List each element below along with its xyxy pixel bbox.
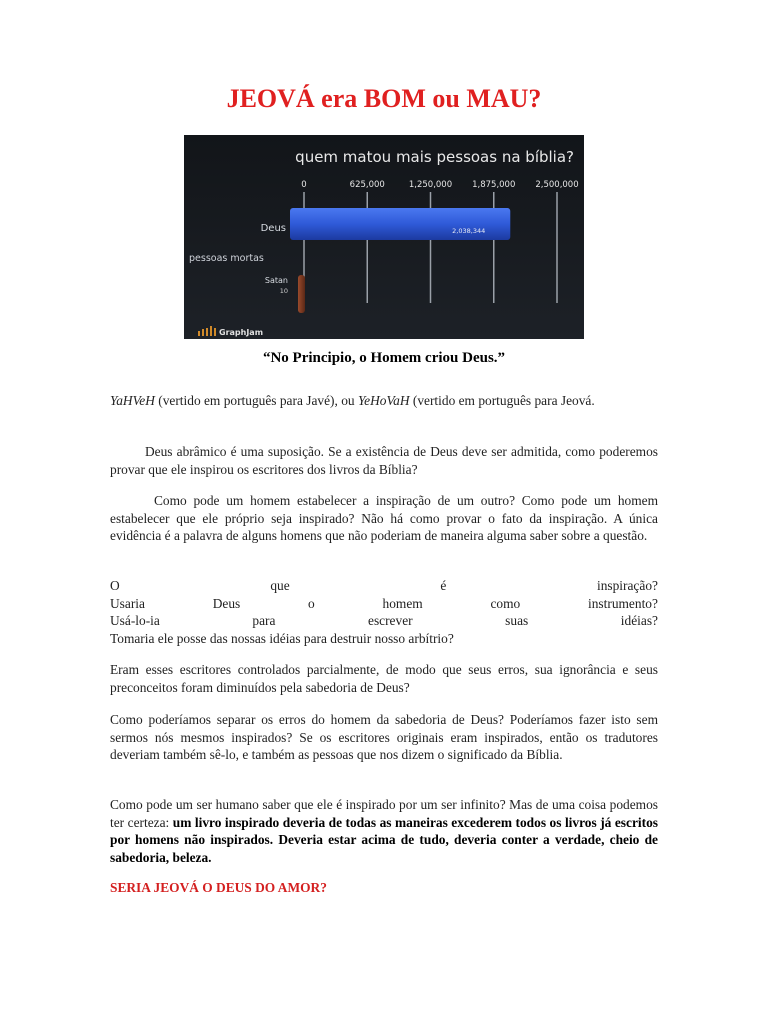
category-label: Satan: [264, 276, 288, 285]
bar-chart: [184, 135, 584, 339]
category-label: Deus: [260, 223, 286, 234]
bar-deus: [290, 208, 510, 240]
question-row-2: [110, 595, 658, 613]
paragraph-questions: [110, 577, 658, 647]
q3-w5: idéias?: [620, 613, 658, 628]
q2-w1: Usaria: [110, 595, 145, 611]
q2-w3: o: [308, 595, 315, 611]
paragraph-7: [110, 796, 658, 866]
paragraph-yahveh: [110, 392, 658, 410]
graphjam-logo-icon: [198, 326, 216, 336]
q2-w4: homem: [382, 595, 423, 611]
q3-w4: suas: [505, 613, 529, 628]
p1-text-a: (vertido em português para Javé), ou: [154, 393, 358, 408]
page-title: JEOVÁ era BOM ou MAU?: [226, 84, 542, 113]
watermark: GraphJam: [219, 328, 264, 337]
x-tick-label: 1,250,000: [408, 180, 453, 190]
section-heading: SERIA JEOVÁ O DEUS DO AMOR?: [110, 880, 327, 895]
paragraph-5: Eram esses escritores controlados parcialmente, de modo que seus erros, sua ignorância e seus preconceitos foram diminuídos pela sabedoria de Deus?: [110, 662, 658, 695]
paragraph-6: Como poderíamos separar os erros do homem da sabedoria de Deus? Poderíamos fazer isto sem sermos nós mesmos inspirados? Se os escritores originais eram inspirados, então os tradutores deveriam também sê-lo, e também as pessoas que nos dizem o significado da Bíblia.: [110, 712, 658, 762]
bar-satan: [298, 275, 305, 313]
x-tick-label: 625,000: [349, 180, 385, 190]
question-row-1: [110, 577, 658, 595]
q2-w2: Deus: [212, 595, 241, 611]
term-yahveh: YaHVeH: [110, 393, 155, 408]
q3-w2: para: [252, 613, 276, 628]
p7-bold-text: um livro inspirado deveria de todas as maneiras excederem todos os livros já escritos por homens não inspirados. Deveria estar acima de tudo, deveria conter a verdade, cheio de sabedoria, beleza.: [110, 814, 658, 865]
question-row-4: Tomaria ele posse das nossas idéias para destruir nosso arbítrio?: [110, 630, 454, 646]
data-label: 2,038,344: [452, 227, 486, 235]
paragraph-2: Deus abrâmico é uma suposição. Se a existência de Deus deve ser admitida, como poderemos provar que ele inspirou os escritores dos livros da Bíblia?: [110, 444, 658, 477]
q2-w6: instrumento?: [588, 595, 658, 611]
chart-title: quem matou mais pessoas na bíblia?: [295, 148, 574, 166]
x-tick-label: 1,875,000: [472, 180, 516, 190]
q1-w3: é: [440, 578, 447, 593]
term-yehovah: YeHoVaH: [357, 393, 410, 408]
x-tick-label: 0: [301, 180, 307, 190]
paragraph-3: Como pode um homem estabelecer a inspiração de um outro? Como pode um homem estabelecer que ele próprio seja inspirado? Não há como provar o fato da inspiração. A única evidência é a palavra de alguns homens que não poderiam de maneira alguma saber sobre a questão.: [110, 493, 658, 543]
data-label: 10: [279, 287, 288, 295]
chart-ylabel: pessoas mortas: [189, 253, 264, 264]
x-tick-label: 2,500,000: [535, 180, 579, 190]
question-row-3: [110, 612, 658, 630]
q1-w4: inspiração?: [596, 578, 658, 593]
q2-w5: como: [490, 595, 521, 611]
q3-w1: Usá-lo-ia: [110, 613, 160, 628]
p1-text-b: (vertido em português para Jeová.: [409, 393, 595, 408]
chart-svg: [184, 135, 584, 339]
p7-text: Como pode um ser humano saber que ele é inspirado por um ser infinito? Mas de uma coisa podemos ter certeza:: [110, 797, 658, 830]
quote: “No Principio, o Homem criou Deus.”: [262, 350, 506, 366]
q3-w3: escrever: [368, 613, 413, 628]
q1-w1: O: [110, 578, 120, 593]
q1-w2: que: [270, 578, 290, 593]
